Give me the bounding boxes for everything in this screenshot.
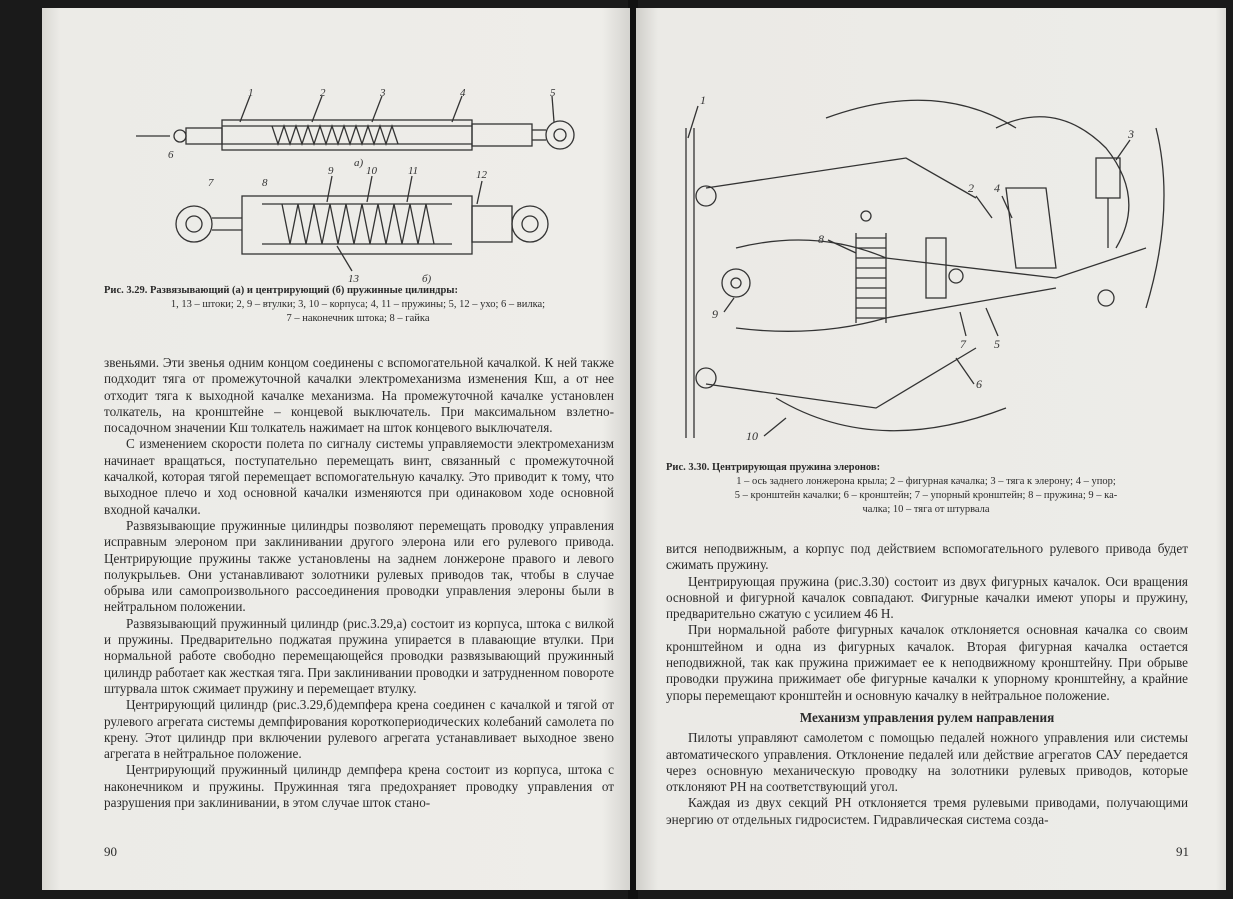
paragraph: При нормальной работе фигурных качалок отклоняется основная качалка со своим кронштейном и одна из фигурных качалок. Вторая фигурная качалка остается неподвижной, так как пружина прижимает ее к неподвижному кронштейну. При обрыве проводки пружина прижимает обе фигурные качалки к упорному кронштейну, а крайние упоры перемещают кронштейн и основную качалку в нейтральное положение.	[666, 622, 1188, 703]
fig-label-3: 3	[1128, 127, 1134, 141]
caption-legend-line-2: 7 – наконечник штока; 8 – гайка	[286, 313, 430, 324]
fig-label-4: 4	[460, 87, 466, 99]
figure-3-30	[676, 88, 1186, 458]
section-heading: Механизм управления рулем направления	[799, 709, 1055, 725]
fig-label-1: 1	[700, 93, 706, 107]
fig-label-8: 8	[818, 232, 824, 246]
caption-legend-line-3: чалка; 10 – тяга от штурвала	[862, 504, 990, 515]
right-page	[636, 8, 1226, 890]
caption-legend-line-1: 1, 13 – штоки; 2, 9 – втулки; 3, 10 – корпуса; 4, 11 – пружины; 5, 12 – ухо; 6 – вилка;	[170, 299, 546, 310]
fig-label-6: 6	[168, 149, 174, 161]
figure-3-29	[122, 86, 602, 286]
fig-label-12: 12	[476, 169, 487, 181]
fig-label-2: 2	[968, 181, 974, 195]
paragraph: Развязывающие пружинные цилиндры позволяют перемещать проводку управления исправным элероном при заклинивании другого элерона или его рулевого привода. Центрирующие пружины также установлены на заднем лонжероне правого и левого полукрыльев. Они устанавливают золотники рулевых приводов так, чтобы в случае обрыва или самопроизвольного рассоединения проводки управления элероны были в нейтральном положении.	[104, 517, 614, 615]
caption-title: Рис. 3.30. Центрирующая пружина элеронов:	[666, 462, 881, 473]
paragraph: звеньями. Эти звенья одним концом соединены с вспомогательной качалкой. К ней также подходит тяга от промежуточной качалки электромеханизма изменения Кш, а от нее отходит тяга к выходной качалке механизма. На промежуточной качалке установлен толкатель, на кронштейне – концевой выключатель. При максимальном взлетно-посадочном значении Кш толкатель нажимает на шток концевого выключателя.	[104, 355, 614, 436]
figure-3-30-caption	[666, 461, 1186, 517]
caption-title: Рис. 3.29. Развязывающий (а) и центрирующий (б) пружинные цилиндры:	[104, 285, 459, 296]
caption-legend-line-2: 5 – кронштейн качалки; 6 – кронштейн; 7 – упорный кронштейн; 8 – пружина; 9 – ка-	[734, 490, 1118, 501]
left-body-text	[104, 355, 614, 811]
paragraph: Центрирующий цилиндр (рис.3.29,б)демпфера крена соединен с качалкой и тягой от рулевого агрегата системы демпфирования короткопериодических колебаний самолета по крену. Этот цилиндр при включении рулевого агрегата устанавливает выходное звено агрегата в нейтральное положение.	[104, 697, 614, 762]
fig-label-13: 13	[348, 273, 359, 285]
figure-3-29-caption	[104, 284, 612, 326]
paragraph: С изменением скорости полета по сигналу системы управляемости электромеханизм начинает вращаться, поступательно перемещать винт, связанный с промежуточной качалкой, которая тягой перемещает вспомогательную качалку. Это приводит к тому, что выходное плечо и ход основной качалки изменяются при одинаковом ходе основной входной качалки.	[104, 436, 614, 517]
fig-label-2: 2	[320, 87, 326, 99]
paragraph: Центрирующий пружинный цилиндр демпфера крена состоит из корпуса, штока с наконечником и пружины. Пружинная тяга предохраняет проводку управления от разрушения при заклинивании, в этом случае шток стано-	[104, 762, 614, 811]
fig-label-10: 10	[366, 165, 377, 177]
fig-label-7: 7	[960, 337, 966, 351]
left-page	[42, 8, 630, 890]
paragraph: Развязывающий пружинный цилиндр (рис.3.29,а) состоит из корпуса, штока с вилкой и пружины. Предварительно поджатая пружина упирается в плавающие втулки. При нормальной работе свободно перемещающейся проводки развязывающий пружинный цилиндр работает как жесткая тяга. При заклинивании проводки и затрудненном повороте штурвала шток сжимает пружину и перемещает втулку.	[104, 615, 614, 696]
paragraph: Центрирующая пружина (рис.3.30) состоит из двух фигурных качалок. Оси вращения основной и фигурной качалок совпадают. Фигурные качалки имеют упоры и пружину, предварительно сжатую с усилием 46 Н.	[666, 573, 1188, 622]
fig-label-9: 9	[712, 307, 718, 321]
fig-label-a: а)	[354, 157, 364, 169]
fig-label-b: б)	[422, 273, 432, 285]
paragraph: Каждая из двух секций РН отклоняется тремя рулевыми приводами, получающими энергию от отдельных гидросистем. Гидравлическая система созда-	[666, 795, 1188, 827]
paragraph: вится неподвижным, а корпус под действием вспомогательного рулевого привода будет сжимать пружину.	[666, 541, 1188, 573]
page-number-right: 91	[1176, 844, 1189, 859]
fig-label-9: 9	[328, 165, 334, 177]
fig-label-5: 5	[994, 337, 1000, 351]
fig-label-5: 5	[550, 87, 556, 99]
fig-label-6: 6	[976, 377, 982, 391]
fig-label-11: 11	[408, 165, 419, 177]
fig-label-7: 7	[208, 177, 214, 189]
fig-label-8: 8	[262, 177, 268, 189]
paragraph: Пилоты управляют самолетом с помощью педалей ножного управления или системы автоматического управления. Отклонение педалей или действие агрегатов САУ передается через основную механическую проводку на золотники рулевых приводов, которые отклоняют РН на соответствующий угол.	[666, 730, 1188, 795]
fig-label-1: 1	[248, 87, 254, 99]
fig-label-10: 10	[746, 429, 758, 443]
page-number-left: 90	[104, 844, 117, 859]
caption-legend-line-1: 1 – ось заднего лонжерона крыла; 2 – фигурная качалка; 3 – тяга к элерону; 4 – упор;	[736, 476, 1116, 487]
right-body-text	[666, 541, 1188, 828]
fig-label-4: 4	[994, 181, 1000, 195]
fig-label-3: 3	[380, 87, 386, 99]
